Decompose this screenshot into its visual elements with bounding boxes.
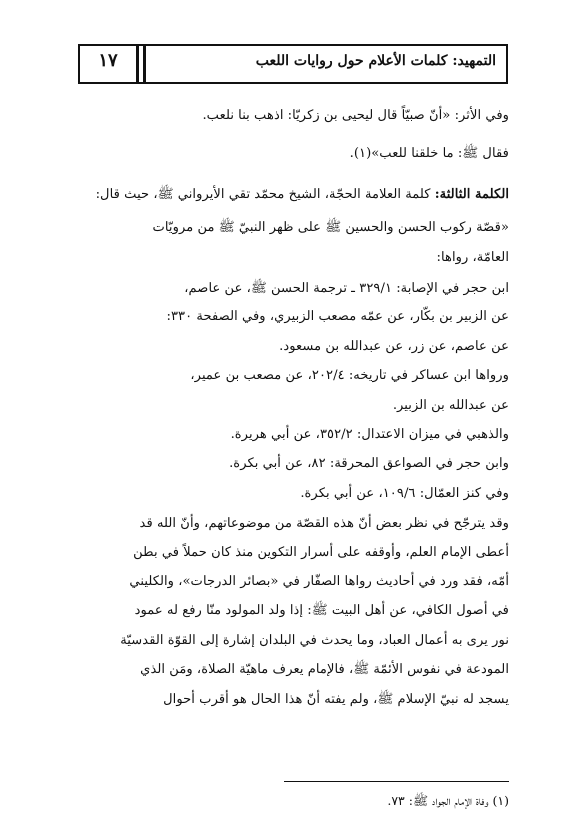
text-line: العامّة، رواها: [436,250,509,265]
text-line: والذهبي في ميزان الاعتدال: ٣٥٢/٢، عن أبي هريرة. [230,427,509,442]
header-title: التمهيد: كلمات الأعلام حول روايات اللعب [255,53,496,69]
text-line: ورواها ابن عساكر في تاريخه: ٢٠٢/٤، عن مصعب بن عمير، [190,368,509,383]
text-line: الكلمة الثالثة: كلمة العلامة الحجّة، الشيخ محمّد تقي الأيرواني ﷺ، حيث قال: [95,187,509,202]
footnote: (١) وفاة الإمام الجواد ﷺ: ٧٣. [387,793,509,808]
text-line: فقال ﷺ: ما خلقنا للعب»(١). [349,146,509,161]
text-line: أمّه، فقد ورد في أحاديث رواها الصفّار في «بصائر الدرجات»، والكليني [129,574,509,589]
text-line: المودعة في نفوس الأئمّة ﷺ، فالإمام يعرف ماهيّة الصلاة، ومَن الذي [140,662,509,677]
text-line: نور يرى به أعمال العباد، وما يحدث في البلدان إشارة إلى القوّة القدسيّة [120,633,509,648]
header-divider [136,46,139,82]
text-line: أعطى الإمام العلم، وأوقفه على أسرار التكوين منذ كان حملاً في بطن [133,545,509,560]
text-line: وفي الأثر: «أنّ صبيّاً قال ليحيى بن زكريّا: اذهب بنا نلعب. [202,108,509,123]
text-line: وقد يترجّح في نظر بعض أنّ هذه القصّة من موضوعاتهم، وأنّ الله قد [139,516,509,531]
text-line: عن الزبير بن بكّار، عن عمّه مصعب الزبيري، وفي الصفحة ٣٣٠: [166,309,509,324]
text-line: في أصول الكافي، عن أهل البيت ﷺ: إذا ولد المولود منّا رفع له عمود [134,603,509,618]
footnote-separator [284,781,509,782]
text-line: ابن حجر في الإصابة: ٣٢٩/١ ـ ترجمة الحسن ﷺ، عن عاصم، [184,281,509,296]
text-line: «قصّة ركوب الحسن والحسين ﷺ على ظهر النبيّ ﷺ من مرويّات [152,220,509,235]
header-divider [143,46,146,82]
running-header [78,44,508,84]
text-line: وفي كنز العمّال: ١٠٩/٦، عن أبي بكرة. [300,486,509,501]
text-line: وابن حجر في الصواعق المحرقة: ٨٢، عن أبي بكرة. [229,456,509,471]
text-line: عن عاصم، عن زر، عن عبدالله بن مسعود. [279,339,509,354]
text-line: يسجد له نبيّ الإسلام ﷺ، ولم يفته أنّ هذا الحال هو أقرب أحوال [163,692,509,707]
page-number: ١٧ [98,50,118,71]
section-heading: الكلمة الثالثة: [434,187,509,202]
text-line: عن عبدالله بن الزبير. [392,398,509,413]
